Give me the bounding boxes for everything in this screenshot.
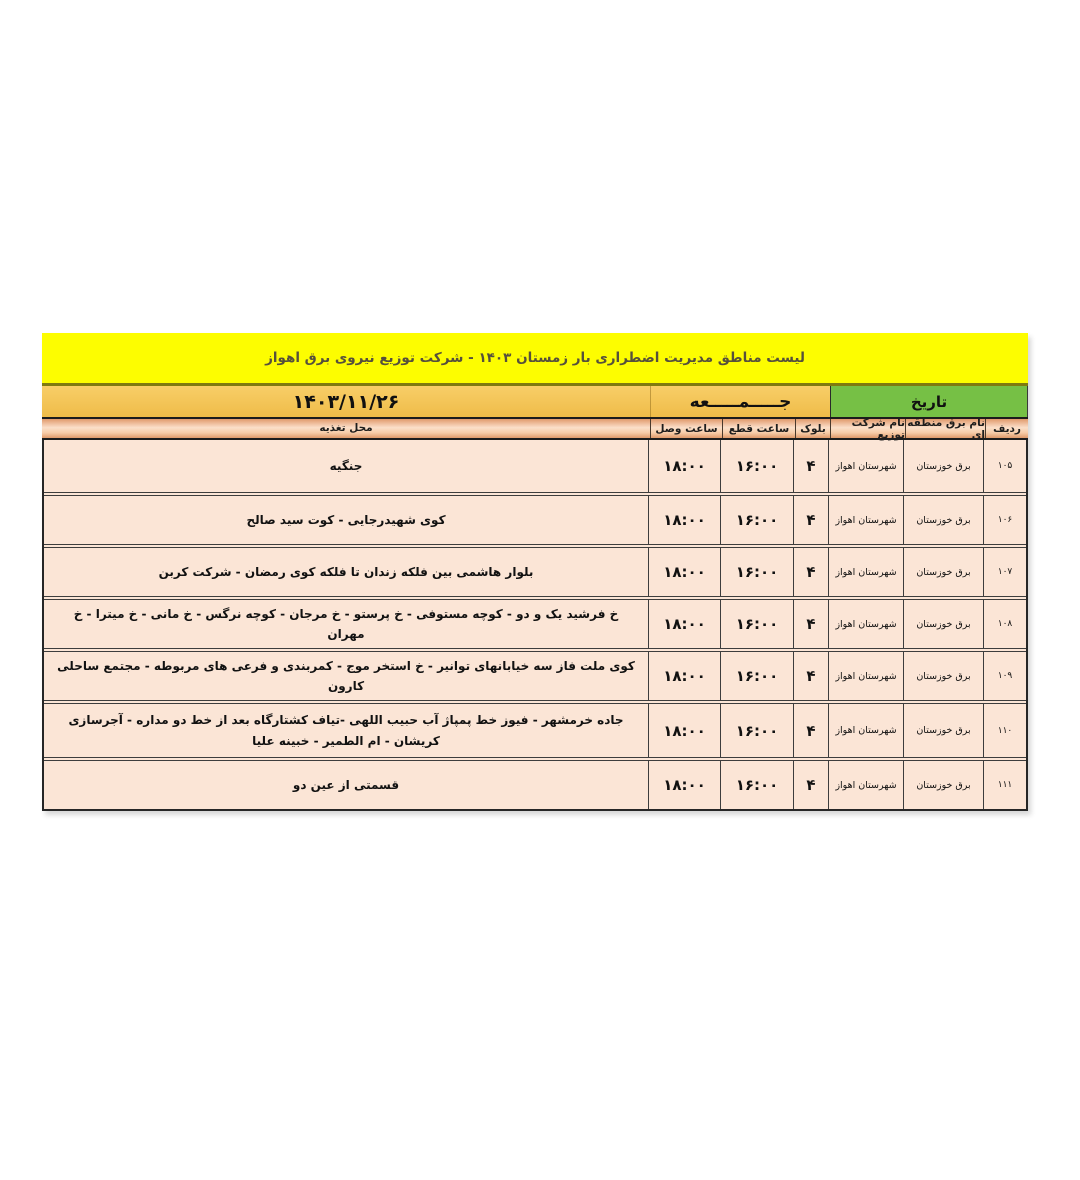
cell-block: ۴ bbox=[793, 761, 828, 809]
table-row bbox=[44, 757, 1026, 809]
cell-block: ۴ bbox=[793, 496, 828, 544]
outage-schedule-table bbox=[42, 333, 1028, 811]
cell-row-number: ۱۰۷ bbox=[983, 548, 1026, 596]
cell-feed-location: خ فرشید یک و دو - کوچه مستوفی - خ پرستو - خ مرجان - کوچه نرگس - خ مانی - خ میترا - خ مهران bbox=[73, 606, 619, 641]
table-row bbox=[44, 492, 1026, 544]
cell-feed-location: کوی ملت فاز سه خیابانهای توانیر - خ استخر موج - کمربندی و فرعی های مربوطه - مجتمع ساحلی کارون bbox=[57, 658, 635, 693]
cell-company-name: شهرستان اهواز bbox=[828, 600, 903, 648]
date-label: تاریخ bbox=[830, 386, 1028, 417]
header-company-name: نام شرکت توزیع bbox=[830, 419, 905, 438]
cell-region-name: برق خوزستان bbox=[903, 440, 983, 492]
table-body bbox=[42, 440, 1028, 811]
cell-reconnect-time: ۱۸:۰۰ bbox=[648, 496, 720, 544]
column-header-row bbox=[42, 417, 1028, 440]
header-feed-location: محل تغذیه bbox=[319, 422, 373, 435]
cell-company-name: شهرستان اهواز bbox=[828, 761, 903, 809]
cell-cut-time: ۱۶:۰۰ bbox=[720, 704, 793, 757]
date-row bbox=[42, 386, 1028, 417]
header-reconnect-time: ساعت وصل bbox=[650, 419, 722, 438]
cell-region-name: برق خوزستان bbox=[903, 600, 983, 648]
header-region-name: نام برق منطقه ای bbox=[905, 419, 985, 438]
cell-company-name: شهرستان اهواز bbox=[828, 496, 903, 544]
cell-region-name: برق خوزستان bbox=[903, 548, 983, 596]
header-cut-time: ساعت قطع bbox=[722, 419, 795, 438]
cell-row-number: ۱۰۵ bbox=[983, 440, 1026, 492]
weekday-value: جـــــمـــــعه bbox=[650, 386, 830, 417]
cell-company-name: شهرستان اهواز bbox=[828, 440, 903, 492]
table-title: لیست مناطق مدیریت اضطراری بار زمستان ۱۴۰۳ - شرکت توزیع نیروی برق اهواز bbox=[42, 333, 1028, 386]
cell-reconnect-time: ۱۸:۰۰ bbox=[648, 761, 720, 809]
cell-feed-location: جنگیه bbox=[329, 458, 363, 473]
cell-company-name: شهرستان اهواز bbox=[828, 704, 903, 757]
table-row bbox=[44, 440, 1026, 492]
cell-company-name: شهرستان اهواز bbox=[828, 652, 903, 700]
cell-reconnect-time: ۱۸:۰۰ bbox=[648, 704, 720, 757]
cell-cut-time: ۱۶:۰۰ bbox=[720, 761, 793, 809]
cell-feed-location: بلوار هاشمی بین فلکه زندان تا فلکه کوی رمضان - شرکت کربن bbox=[158, 564, 534, 579]
cell-reconnect-time: ۱۸:۰۰ bbox=[648, 652, 720, 700]
cell-region-name: برق خوزستان bbox=[903, 496, 983, 544]
cell-feed-location: کوی شهیدرجایی - کوت سید صالح bbox=[246, 512, 446, 527]
table-row bbox=[44, 596, 1026, 648]
cell-reconnect-time: ۱۸:۰۰ bbox=[648, 440, 720, 492]
cell-block: ۴ bbox=[793, 548, 828, 596]
cell-block: ۴ bbox=[793, 440, 828, 492]
cell-row-number: ۱۰۹ bbox=[983, 652, 1026, 700]
cell-row-number: ۱۰۸ bbox=[983, 600, 1026, 648]
cell-region-name: برق خوزستان bbox=[903, 761, 983, 809]
cell-region-name: برق خوزستان bbox=[903, 704, 983, 757]
cell-row-number: ۱۰۶ bbox=[983, 496, 1026, 544]
date-value: ۱۴۰۳/۱۱/۲۶ bbox=[292, 390, 400, 413]
cell-block: ۴ bbox=[793, 704, 828, 757]
table-row bbox=[44, 700, 1026, 757]
cell-feed-location: قسمتی از عین دو bbox=[292, 777, 400, 792]
table-row bbox=[44, 544, 1026, 596]
cell-row-number: ۱۱۱ bbox=[983, 761, 1026, 809]
cell-region-name: برق خوزستان bbox=[903, 652, 983, 700]
cell-block: ۴ bbox=[793, 652, 828, 700]
cell-reconnect-time: ۱۸:۰۰ bbox=[648, 548, 720, 596]
cell-company-name: شهرستان اهواز bbox=[828, 548, 903, 596]
cell-feed-location: جاده خرمشهر - فیوز خط پمپاژ آب حبیب اللهی -تیاف کشتارگاه بعد از خط دو مداره - آجرسازی کریشان - ام الطمیر - خبینه علیا bbox=[68, 713, 624, 748]
table-row bbox=[44, 648, 1026, 700]
cell-cut-time: ۱۶:۰۰ bbox=[720, 600, 793, 648]
cell-cut-time: ۱۶:۰۰ bbox=[720, 496, 793, 544]
header-block: بلوک bbox=[795, 419, 830, 438]
header-row-number: ردیف bbox=[985, 419, 1028, 438]
cell-row-number: ۱۱۰ bbox=[983, 704, 1026, 757]
cell-block: ۴ bbox=[793, 600, 828, 648]
cell-cut-time: ۱۶:۰۰ bbox=[720, 548, 793, 596]
cell-reconnect-time: ۱۸:۰۰ bbox=[648, 600, 720, 648]
cell-cut-time: ۱۶:۰۰ bbox=[720, 652, 793, 700]
cell-cut-time: ۱۶:۰۰ bbox=[720, 440, 793, 492]
